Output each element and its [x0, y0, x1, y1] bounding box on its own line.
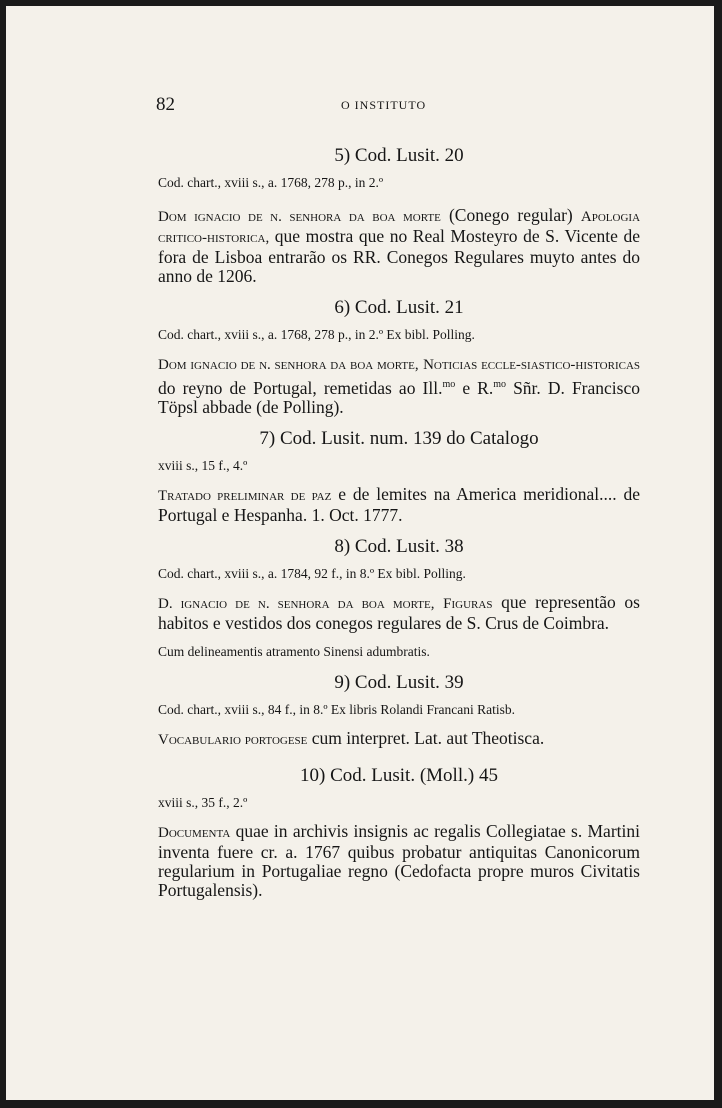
- entry-meta: xviii s., 35 f., 2.º: [158, 794, 248, 810]
- entry-heading: 9) Cod. Lusit. 39: [334, 671, 464, 693]
- entry-author: Dom ignacio de n. senhora da boa morte,: [158, 357, 419, 373]
- superscript: mo: [442, 379, 456, 390]
- entry-meta: Cod. chart., xviii s., a. 1784, 92 f., in 8.º Ex bibl. Polling.: [158, 565, 466, 581]
- entry-heading: 10) Cod. Lusit. (Moll.) 45: [300, 764, 498, 786]
- entry-description: [158, 485, 640, 525]
- catalog-entry-10: [158, 764, 640, 900]
- catalog-entry-8: [158, 535, 640, 661]
- entry-meta: xviii s., 15 f., 4.º: [158, 457, 248, 473]
- catalog-entry-9: [158, 671, 640, 750]
- entry-title: Tratado preliminar de paz: [158, 487, 332, 504]
- entry-note: Cum delineamentis atramento Sinensi adumbratis.: [158, 643, 430, 659]
- entry-title: Noticias eccle-siastico-historicas: [423, 357, 640, 373]
- entry-text: e R.: [462, 377, 494, 398]
- page-number: 82: [156, 94, 175, 115]
- entry-description: [158, 593, 640, 633]
- entry-description: [158, 354, 640, 417]
- superscript: mo: [493, 379, 506, 390]
- journal-title: O INSTITUTO: [341, 98, 427, 112]
- entry-description: [158, 206, 640, 286]
- entry-text: cum interpret. Lat. aut Theotisca.: [311, 727, 545, 748]
- entry-heading: 6) Cod. Lusit. 21: [334, 297, 464, 318]
- entry-description: [158, 729, 640, 750]
- entry-text: do reyno de Portugal, remetidas ao Ill.: [158, 377, 443, 398]
- entry-author: Dom ignacio de n. senhora da boa morte: [158, 209, 441, 225]
- entry-title: Figuras: [443, 595, 493, 612]
- running-head: [156, 94, 656, 118]
- entry-text: que mostra que no Real Mosteyro de S. Vicente de fora de Lisboa entrarão os RR. Conegos Regulares muyto antes do anno de 1206.: [158, 226, 640, 286]
- entry-text: Sñr. D. Francisco Töpsl abbade (de Polling).: [158, 377, 640, 417]
- catalog-entry-6: [158, 296, 640, 417]
- catalog-entry-7: [158, 427, 640, 525]
- entry-description: [158, 822, 640, 900]
- entry-meta: Cod. chart., xviii s., 84 f., in 8.º Ex libris Rolandi Francani Ratisb.: [158, 701, 516, 717]
- entry-author: D. ignacio de n. senhora da boa morte,: [158, 595, 435, 612]
- document-page: [6, 6, 714, 1100]
- entry-title: Apologia critico-historica,: [158, 209, 641, 246]
- catalog-entry-5: [158, 144, 640, 286]
- entry-text: que representão os habitos e vestidos dos conegos regulares de S. Crus de Coimbra.: [158, 591, 640, 633]
- entry-meta: Cod. chart., xviii s., a. 1768, 278 p., in 2.º Ex bibl. Polling.: [158, 327, 475, 342]
- entry-heading: 8) Cod. Lusit. 38: [334, 535, 464, 557]
- entry-text: e de lemites na America meridional.... de Portugal e Hespanha. 1. Oct. 1777.: [158, 483, 640, 525]
- entry-title: Documenta: [158, 824, 231, 841]
- entry-text: quae in archivis insignis ac regalis Collegiatae s. Martini inventa fuere cr. a. 1767 quibus probatur antiquitas Canonicorum regularium in Portugaliae regno (Cedofacta propre muros Civitatis Portugalensis).: [158, 820, 640, 900]
- entry-heading: 7) Cod. Lusit. num. 139 do Catalogo: [259, 427, 539, 449]
- entry-heading: 5) Cod. Lusit. 20: [334, 145, 464, 166]
- entry-title: Vocabulario portogese: [158, 731, 308, 748]
- entry-meta: Cod. chart., xviii s., a. 1768, 278 p., in 2.º: [158, 175, 384, 190]
- entry-author-note: (Conego regular): [448, 205, 573, 225]
- catalog-content: [158, 144, 640, 900]
